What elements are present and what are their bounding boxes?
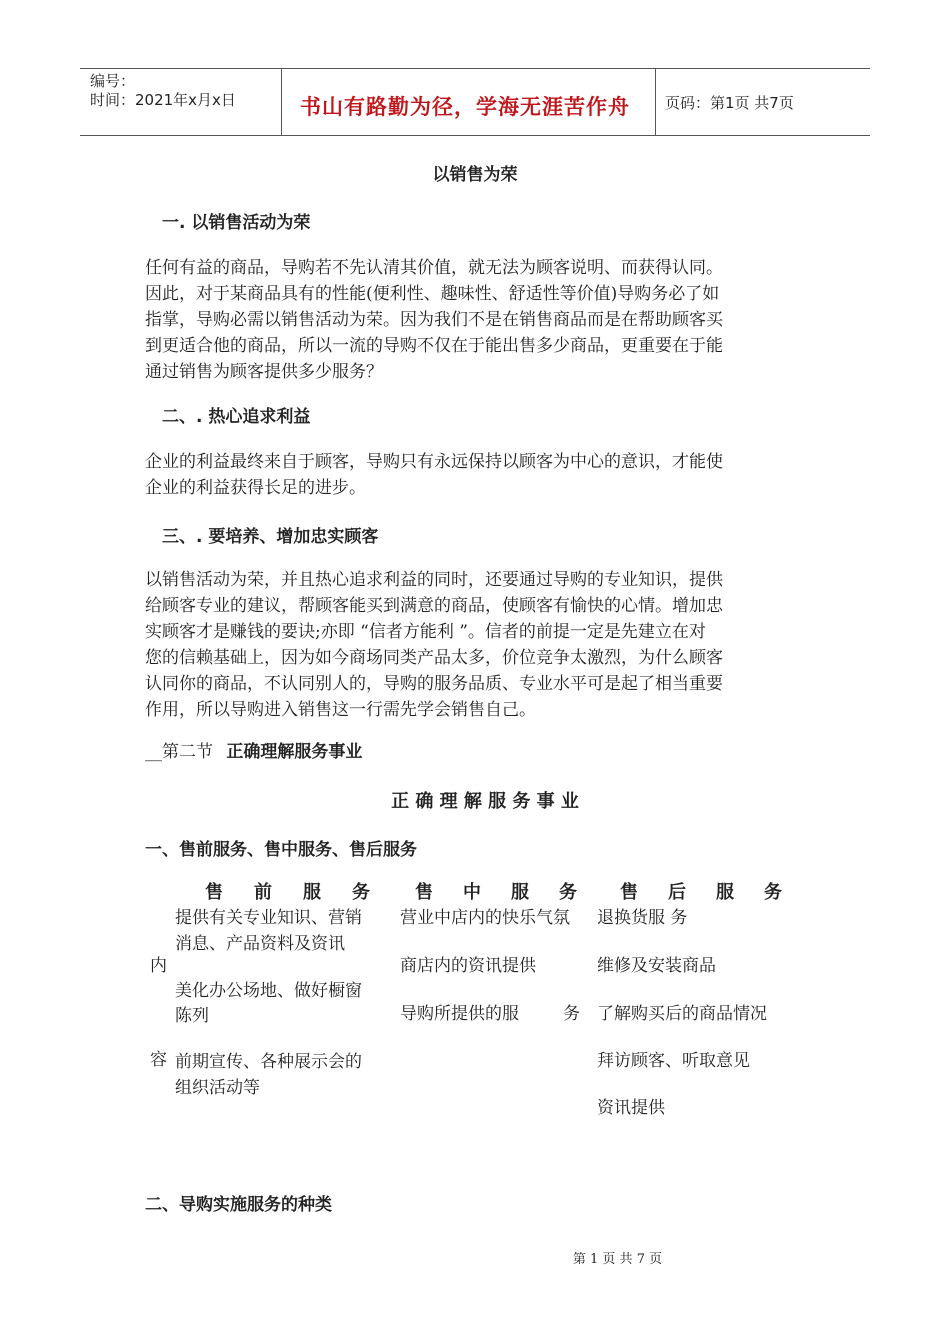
header-motto: 书山有路勤为径，学海无涯苦作舟 (300, 95, 630, 119)
column-header-char: 后 (668, 882, 686, 903)
column-header-char: 售 (620, 882, 638, 903)
chapter-heading (145, 740, 362, 764)
chapter-subtitle: 正 确 理 解 服 务 事 业 (391, 791, 579, 812)
pre-sale-item: 美化办公场地、做好橱窗 (175, 981, 362, 1001)
row-label-top: 内 (150, 956, 167, 976)
column-header-after-sale (620, 880, 782, 906)
document-title: 以销售为荣 (432, 165, 518, 185)
column-header-in-sale (415, 880, 577, 906)
service-types-heading: 二、导购实施服务的种类 (145, 1195, 332, 1215)
header-time-label: 时间：2021年x月x日 (90, 91, 236, 109)
page-footer: 第 1 页 共 7 页 (572, 1252, 663, 1267)
paragraph-line: 企业的利益获得长足的进步。 (145, 478, 366, 498)
paragraph-line: 企业的利益最终来自于顾客，导购只有永远保持以顾客为中心的意识，才能使 (145, 452, 723, 472)
header-bottom-rule (80, 135, 870, 136)
paragraph-line: 通过销售为顾客提供多少服务？ (145, 362, 383, 382)
column-header-char: 务 (764, 882, 782, 903)
chapter-prefix: __第二节 (145, 742, 213, 762)
paragraph-line: 给顾客专业的建议，帮顾客能买到满意的商品，使顾客有愉快的心情。增加忠 (145, 596, 723, 616)
in-sale-item: 务 (563, 1004, 580, 1024)
in-sale-item: 营业中店内的快乐气氛 (400, 908, 570, 928)
after-sale-item: 退换货服 务 (597, 908, 688, 928)
column-header-char: 售 (205, 882, 223, 903)
column-header-char: 中 (463, 882, 481, 903)
column-header-char: 服 (511, 882, 529, 903)
column-header-pre-sale (205, 880, 370, 906)
header-number-label: 编号： (90, 72, 136, 90)
header-divider-right (655, 68, 656, 136)
paragraph-line: 实顾客才是赚钱的要诀;亦即 “信者方能利 ”。信者的前提一定是先建立在对 (145, 622, 706, 642)
section-heading-1: 一. 以销售活动为荣 (162, 213, 311, 233)
pre-sale-item: 前期宣传、各种展示会的 (175, 1052, 362, 1072)
pre-sale-item: 消息、产品资料及资讯 (175, 934, 345, 954)
column-header-char: 务 (559, 882, 577, 903)
paragraph-line: 您的信赖基础上，因为如今商场同类产品太多，价位竞争太激烈，为什么顾客 (145, 648, 723, 668)
pre-sale-item: 提供有关专业知识、营销 (175, 908, 362, 928)
paragraph-line: 到更适合他的商品，所以一流的导购不仅在于能出售多少商品，更重要在于能 (145, 336, 723, 356)
pre-sale-item: 陈列 (175, 1006, 209, 1026)
column-header-char: 服 (303, 882, 321, 903)
pre-sale-item: 组织活动等 (175, 1078, 260, 1098)
paragraph-line: 以销售活动为荣，并且热心追求利益的同时，还要通过导购的专业知识，提供 (145, 570, 723, 590)
paragraph-line: 认同你的商品，不认同别人的，导购的服务品质、专业水平可是起了相当重要 (145, 674, 723, 694)
in-sale-item: 导购所提供的服 (400, 1004, 519, 1024)
paragraph-line: 指掌，导购必需以销售活动为荣。因为我们不是在销售商品而是在帮助顾客买 (145, 310, 723, 330)
after-sale-item: 了解购买后的商品情况 (597, 1004, 767, 1024)
row-label-bottom: 容 (150, 1050, 167, 1070)
paragraph-line: 作用，所以导购进入销售这一行需先学会销售自己。 (145, 700, 536, 720)
section-paragraph-1 (145, 255, 815, 385)
service-section-heading: 一、售前服务、售中服务、售后服务 (145, 840, 417, 860)
paragraph-line: 任何有益的商品，导购若不先认清其价值，就无法为顾客说明、而获得认同。 (145, 258, 723, 278)
section-paragraph-3 (145, 567, 815, 723)
column-header-char: 务 (352, 882, 370, 903)
header-top-rule (80, 68, 870, 69)
column-header-char: 服 (716, 882, 734, 903)
column-header-char: 前 (254, 882, 272, 903)
chapter-title: 正确理解服务事业 (226, 742, 363, 762)
section-heading-2: 二、. 热心追求利益 (162, 407, 311, 427)
after-sale-item: 维修及安装商品 (597, 956, 716, 976)
section-heading-3: 三、. 要培养、增加忠实顾客 (162, 527, 379, 547)
column-header-char: 售 (415, 882, 433, 903)
section-paragraph-2 (145, 449, 815, 501)
paragraph-line: 因此，对于某商品具有的性能(便利性、趣味性、舒适性等价值)导购务必了如 (145, 284, 720, 304)
header-divider-left (281, 68, 282, 136)
after-sale-item: 拜访顾客、听取意见 (597, 1051, 750, 1071)
after-sale-item: 资讯提供 (597, 1098, 665, 1118)
in-sale-item: 商店内的资讯提供 (400, 956, 536, 976)
header-page-label: 页码：第1页 共7页 (665, 94, 794, 112)
